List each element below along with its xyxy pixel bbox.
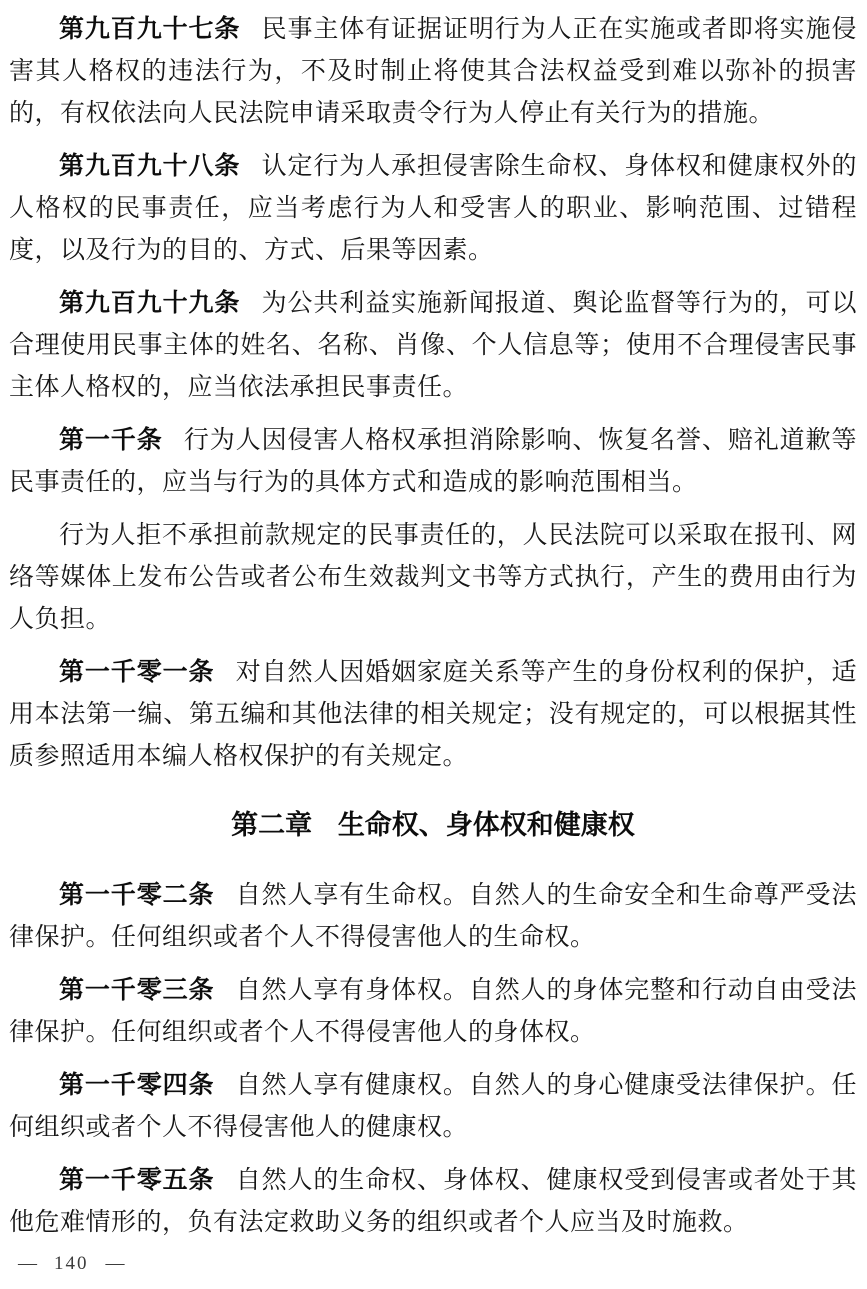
chapter-heading [9, 804, 857, 846]
article-number-label: 第一千条 [59, 426, 163, 454]
article-body-text: 为公共利益实施新闻报道、舆论监督等行为的，可以合理使用民事主体的姓名、名称、肖像、个人信息等；使用不合理侵害民事主体人格权的，应当依法承担民事责任。 [9, 290, 857, 401]
page-number: 140 [54, 1253, 89, 1274]
article-body-text: 自然人享有健康权。自然人的身心健康受法律保护。任何组织或者个人不得侵害他人的健康权。 [9, 1072, 857, 1141]
article-paragraph [9, 1064, 857, 1149]
chapter-number: 第二章 [231, 810, 313, 840]
legal-text-block [9, 8, 857, 1244]
article-paragraph [9, 419, 857, 504]
article-paragraph [9, 8, 857, 135]
article-number-label: 第九百九十七条 [59, 15, 241, 43]
chapter-title: 生命权、身体权和健康权 [337, 810, 635, 840]
article-continuation-paragraph [9, 514, 857, 641]
article-number-label: 第一千零四条 [59, 1071, 215, 1099]
article-number-label: 第一千零一条 [59, 658, 215, 686]
article-body-text: 对自然人因婚姻家庭关系等产生的身份权利的保护，适用本法第一编、第五编和其他法律的相关规定；没有规定的，可以根据其性质参照适用本编人格权保护的有关规定。 [9, 659, 857, 770]
article-paragraph [9, 1159, 857, 1244]
article-body-text: 自然人享有身体权。自然人的身体完整和行动自由受法律保护。任何组织或者个人不得侵害他人的身体权。 [9, 977, 857, 1046]
footer-left-dash: — [18, 1253, 37, 1274]
article-number-label: 第一千零五条 [59, 1166, 215, 1194]
article-paragraph [9, 874, 857, 959]
article-body-text: 民事主体有证据证明行为人正在实施或者即将实施侵害其人格权的违法行为，不及时制止将使其合法权益受到难以弥补的损害的，有权依法向人民法院申请采取责令行为人停止有关行为的措施。 [9, 16, 857, 127]
article-number-label: 第九百九十八条 [59, 152, 241, 180]
article-body-text: 行为人拒不承担前款规定的民事责任的，人民法院可以采取在报刊、网络等媒体上发布公告或者公布生效裁判文书等方式执行，产生的费用由行为人负担。 [9, 522, 857, 633]
article-paragraph [9, 651, 857, 778]
footer-right-dash: — [105, 1253, 125, 1274]
article-body-text: 自然人享有生命权。自然人的生命安全和生命尊严受法律保护。任何组织或者个人不得侵害他人的生命权。 [9, 882, 857, 951]
article-body-text: 行为人因侵害人格权承担消除影响、恢复名誉、赔礼道歉等民事责任的，应当与行为的具体方式和造成的影响范围相当。 [9, 427, 857, 496]
article-body-text: 自然人的生命权、身体权、健康权受到侵害或者处于其他危难情形的，负有法定救助义务的组织或者个人应当及时施救。 [9, 1167, 857, 1236]
article-number-label: 第九百九十九条 [59, 289, 241, 317]
article-paragraph [9, 969, 857, 1054]
article-number-label: 第一千零三条 [59, 976, 215, 1004]
article-number-label: 第一千零二条 [59, 881, 215, 909]
article-paragraph [9, 145, 857, 272]
article-body-text: 认定行为人承担侵害除生命权、身体权和健康权外的人格权的民事责任，应当考虑行为人和受害人的职业、影响范围、过错程度，以及行为的目的、方式、后果等因素。 [9, 153, 857, 264]
article-paragraph [9, 282, 857, 409]
page-footer [18, 1253, 125, 1275]
